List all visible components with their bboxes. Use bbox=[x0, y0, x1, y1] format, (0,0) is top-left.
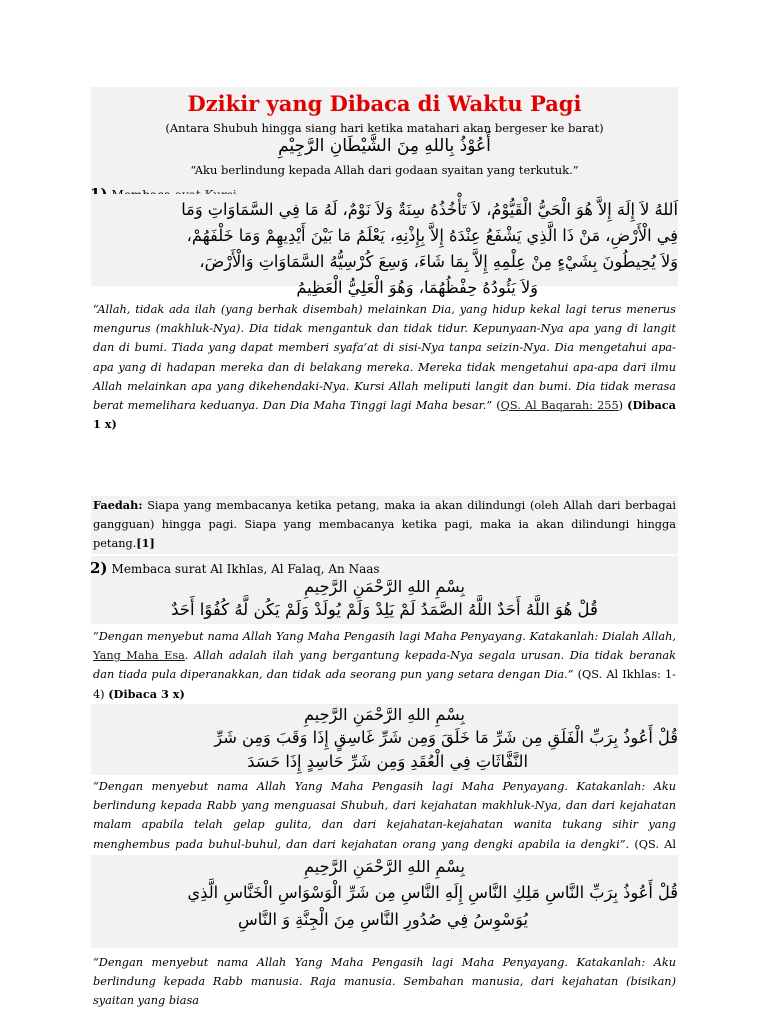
faedah-text: Siapa yang membacanya ketika petang, maka ia akan dilindungi (oleh Allah dari berbagai gangguan) hingga pagi. Siapa yang membacanya ketika pagi, maka ia akan dilindungi hingga petang. bbox=[93, 499, 676, 551]
taawudz-arabic: أَعُوْذُ بِاللهِ مِنَ الشَّيْطَانِ الرَّجِيْمِ bbox=[278, 136, 491, 156]
ayat-kursi-line-2: فِي الْأَرْضِ، مَنْ ذَا الَّذِي يَشْفَعُ عِنْدَهُ إِلاَّ بِإِذْنِهِ، يَعْلَمُ مَا بَيْنَ أَيْدِيهِمْ وَمَا خَلْفَهُمْ، bbox=[186, 226, 678, 245]
page-title: Dzikir yang Dibaca di Waktu Pagi bbox=[187, 91, 582, 116]
footnote-link[interactable]: [1] bbox=[136, 536, 155, 551]
naas-line-2: يُوَسْوِسُ فِي صُدُورِ النَّاسِ مِنَ الْجِنَّةِ وَ النَّاسِ bbox=[238, 910, 528, 929]
falaq-line-2: النَّفَّاثَاتِ فِي الْعُقَدِ وَمِن شَرِّ حَاسِدٍ إِذَا حَسَدَ bbox=[247, 752, 528, 771]
falaq-reference: (QS. Al bbox=[634, 837, 676, 851]
ayat-kursi-translation-text: “Allah, tidak ada ilah (yang berhak disembah) melainkan Dia, yang hidup kekal lagi terus menerus mengurus (makhluk-Nya). Dia tidak mengantuk dan tidak tidur. Kepunyaan-Nya apa yang di langit dan di bumi. Tiada yang dapat memberi syafa’at di sisi-Nya tanpa seizin-Nya. Dia mengetahui apa-apa yang di hadapan mereka dan di belakang mereka. Mereka tidak mengetahui apa-apa dari ilmu Allah melainkan apa yang dikehendaki-Nya. Kursi Allah meliputi langit dan bumi. Dia tidak merasa berat memelihara keduanya. Dan Dia Maha Tinggi lagi Maha besar.” bbox=[93, 303, 676, 413]
item2-number: 2) bbox=[90, 559, 108, 577]
ayat-kursi-line-3: وَلاَ يُحِيطُونَ بِشَيْءٍ مِنْ عِلْمِهِ إِلاَّ بِمَا شَاءَ، وَسِعَ كُرْسِيُّهُ السَّمَاوَاتِ وَالْأَرْضَ، bbox=[199, 252, 678, 271]
qs-baqarah-link[interactable]: QS. Al Baqarah: 255 bbox=[500, 399, 619, 413]
faedah-label: Faedah: bbox=[93, 498, 143, 512]
item2-label: Membaca surat Al Ikhlas, Al Falaq, An Naas bbox=[111, 562, 380, 576]
falaq-line-1: قُلْ أَعُوذُ بِرَبِّ الْفَلَقِ مِن شَرِّ مَا خَلَقَ وَمِن شَرِّ غَاسِقٍ إِذَا وَقَبَ وَمِن شَرِّ bbox=[214, 728, 678, 747]
ikhlas-basmalah: بِسْمِ اللهِ الرَّحْمَنِ الرَّحِيمِ bbox=[304, 577, 465, 596]
naas-basmalah: بِسْمِ اللهِ الرَّحْمَنِ الرَّحِيمِ bbox=[304, 857, 465, 876]
falaq-block bbox=[91, 704, 678, 775]
ikhlas-arabic: قُلْ هُوَ اللَّهُ أَحَدٌ اللَّهُ الصَّمَدُ لَمْ يَلِدْ وَلَمْ يُولَدْ وَلَمْ يَكُن لَّهُ كُفُوًا أَحَدٌ bbox=[171, 600, 598, 619]
falaq-translation: “Dengan menyebut nama Allah Yang Maha Pengasih lagi Maha Penyayang. Katakanlah: Aku berlindung kepada Rabb yang menguasai Shubuh, dari kejahatan makhluk-Nya, dan dari kejahatan malam apabila telah gelap gulita, dan dari kejahatan-kejahatan wanita tukang sihir yang menghembus pada buhul-buhul, dan dari kejahatan orang yang dengki apabila ia dengki”. (QS. Al bbox=[91, 777, 678, 873]
naas-block bbox=[91, 855, 678, 948]
page-subtitle: (Antara Shubuh hingga siang hari ketika matahari akan bergeser ke barat) bbox=[165, 121, 604, 135]
ayat-kursi-text bbox=[91, 197, 678, 301]
ikhlas-count: (Dibaca 3 x) bbox=[108, 686, 185, 701]
yang-maha-esa-link[interactable]: Yang Maha Esa bbox=[93, 649, 185, 663]
item1-count: (Dibaca 1 x) bbox=[93, 398, 676, 432]
ayat-kursi-line-1: اَللهُ لاَ إِلَهَ إِلاَّ هُوَ الْحَيُّ الْقَيُّوْمُ، لاَ تَأْخُذُهُ سِنَةٌ وَلاَ نَوْمٌ، لَهُ مَا فِي السَّمَاوَاتِ وَمَا bbox=[181, 200, 678, 219]
ayat-kursi-translation: “Allah, tidak ada ilah (yang berhak disembah) melainkan Dia, yang hidup kekal lagi terus menerus mengurus (makhluk-Nya). Dia tidak mengantuk dan tidak tidur. Kepunyaan-Nya apa yang di langit dan di bumi. Tiada yang dapat memberi syafa’at di sisi-Nya tanpa seizin-Nya. Dia mengetahui apa-apa yang di hadapan mereka dan di belakang mereka. Mereka tidak mengetahui apa-apa dari ilmu Allah melainkan apa yang dikehendaki-Nya. Kursi Allah meliputi langit dan bumi. Dia tidak merasa berat memelihara keduanya. Dan Dia Maha Tinggi lagi Maha besar.” (QS. Al Baqarah: 255) (Dibaca 1 x) bbox=[93, 303, 676, 432]
taawudz-translation: “Aku berlindung kepada Allah dari godaan syaitan yang terkutuk.” bbox=[190, 163, 579, 177]
naas-translation: “Dengan menyebut nama Allah Yang Maha Pengasih lagi Maha Penyayang. Katakanlah: Aku berlindung kepada Rabb manusia. Raja manusia. Sembahan manusia, dari kejahatan (bisikan) syaitan yang biasa bbox=[93, 956, 676, 1008]
naas-line-1: قُلْ أَعُوذُ بِرَبِّ النَّاسِ مَلِكِ النَّاسِ إِلَهِ النَّاسِ مِن شَرِّ الْوَسْوَاسِ الْخَنَّاسِ الَّذِي bbox=[187, 883, 678, 902]
ikhlas-block bbox=[91, 556, 678, 624]
ikhlas-reference: (QS. Al Ikhlas: 1-4) bbox=[93, 668, 676, 701]
falaq-basmalah: بِسْمِ اللهِ الرَّحْمَنِ الرَّحِيمِ bbox=[304, 705, 465, 724]
faedah-block bbox=[91, 496, 678, 554]
ikhlas-translation: “Dengan menyebut nama Allah Yang Maha Pengasih lagi Maha Penyayang. Katakanlah: Dialah Allah, Yang Maha Esa. Allah adalah ilah yang bergantung kepada-Nya segala urusan. Dia tidak beranak dan tiada pula diperanakkan, dan tidak ada seorang pun yang setara dengan Dia.” (QS. Al Ikhlas: 1-4) (Dibaca 3 x) bbox=[93, 630, 676, 701]
ayat-kursi-line-4: وَلاَ يَئُودُهُ حِفْظُهُمَا، وَهُوَ الْعَلِيُّ الْعَظِيمُ bbox=[296, 278, 538, 297]
document-page bbox=[90, 87, 678, 1008]
